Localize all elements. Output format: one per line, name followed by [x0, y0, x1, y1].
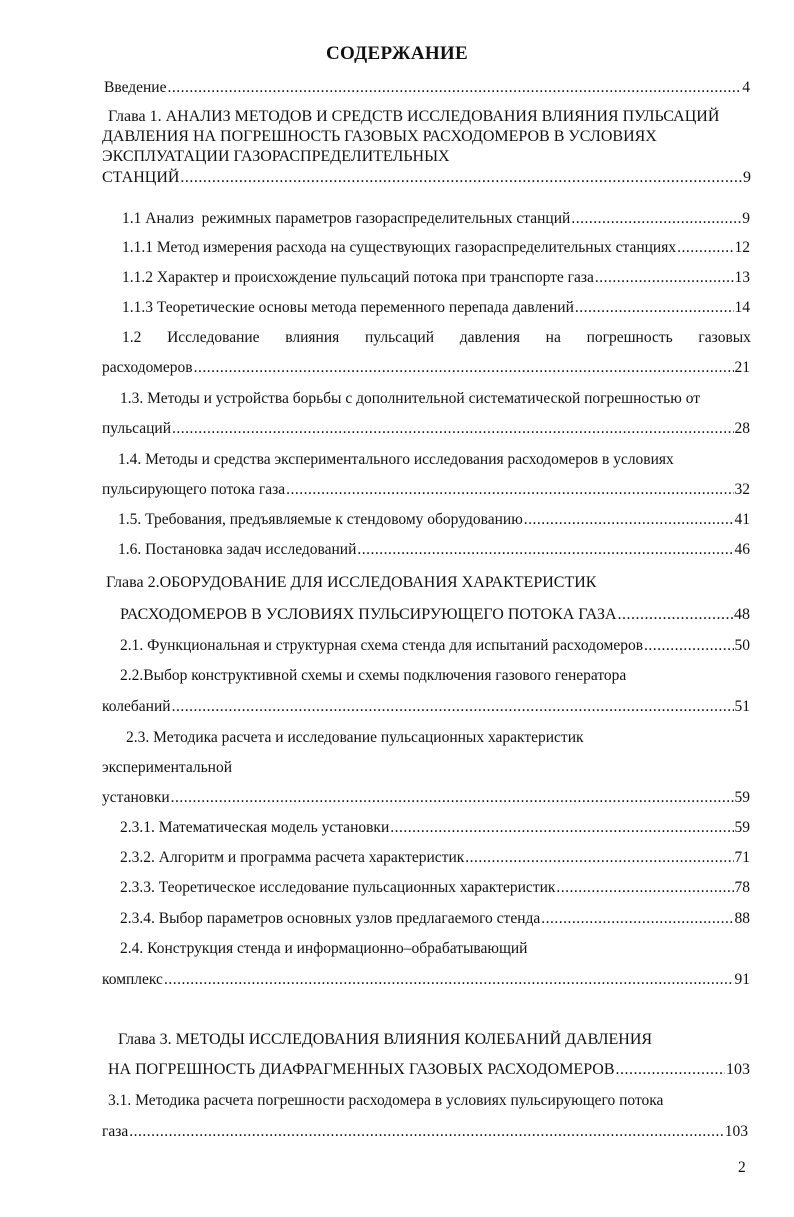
toc-entry-page: 32 [734, 481, 750, 498]
leader-dots [616, 1060, 725, 1080]
toc-entry-label: 1.1.1 Метод измерения расхода на существующих газораспределительных станциях [122, 239, 677, 256]
toc-entry-page: 46 [734, 541, 750, 558]
toc-entry-label: пульсирующего потока газа [102, 481, 286, 498]
toc-entry-2-3-line-1[interactable]: 2.3. Методика расчета и исследование пульсационных характеристик [126, 729, 584, 746]
toc-entry-1-1[interactable] [122, 209, 750, 229]
toc-entry-2-3-4[interactable] [120, 909, 750, 929]
leader-dots [171, 788, 734, 808]
toc-entry-1-4-line-2[interactable] [102, 480, 750, 500]
toc-entry-2-4-line-2[interactable] [102, 970, 750, 990]
word: Исследование [167, 329, 260, 346]
leader-dots [524, 510, 734, 530]
toc-entry-label: 2.3.4. Выбор параметров основных узлов предлагаемого стенда [120, 910, 541, 927]
toc-entry-1-6[interactable] [118, 540, 750, 560]
leader-dots [286, 480, 733, 500]
toc-entry-label: пульсаций [102, 420, 172, 437]
toc-entry-1-5[interactable] [118, 510, 750, 530]
toc-entry-label: 2.3.1. Математическая модель установки [120, 819, 390, 836]
toc-chapter-2-line-1[interactable]: Глава 2.ОБОРУДОВАНИЕ ДЛЯ ИССЛЕДОВАНИЯ ХАРАКТЕРИСТИК [106, 574, 597, 591]
toc-entry-page: 48 [734, 606, 750, 623]
toc-entry-page: 28 [734, 420, 750, 437]
toc-entry-page: 51 [734, 698, 750, 715]
toc-entry-label: 1.1.2 Характер и происхождение пульсаций потока при транспорте газа [122, 269, 594, 286]
toc-entry-label: 1.6. Постановка задач исследований [118, 541, 357, 558]
toc-entry-page: 13 [734, 269, 750, 286]
word: газовых [698, 329, 751, 346]
toc-entry-page: 103 [724, 1123, 748, 1140]
toc-entry-1-1-2[interactable] [122, 268, 750, 288]
toc-entry-page: 59 [734, 789, 750, 806]
toc-entry-3-1-line-2[interactable] [102, 1122, 748, 1142]
toc-entry-page: 71 [734, 849, 750, 866]
word: давления [459, 329, 520, 346]
toc-entry-page: 14 [734, 299, 750, 316]
toc-entry-intro[interactable] [104, 78, 750, 98]
toc-entry-2-4-line-1[interactable]: 2.4. Конструкция стенда и информационно–обрабатывающий [120, 940, 528, 957]
toc-entry-2-3-3[interactable] [120, 878, 750, 898]
leader-dots [194, 358, 734, 378]
toc-entry-page: 78 [734, 879, 750, 896]
toc-entry-2-2-line-1[interactable]: 2.2.Выбор конструктивной схемы и схемы подключения газового генератора [120, 667, 627, 684]
toc-entry-label: комплекс [102, 971, 163, 988]
leader-dots [465, 848, 733, 868]
word: влияния [285, 329, 340, 346]
toc-entry-page: 21 [734, 359, 750, 376]
toc-entry-label: 1.5. Требования, предъявляемые к стендовому оборудованию [118, 511, 523, 528]
toc-entry-page: 59 [734, 819, 750, 836]
toc-entry-page: 88 [734, 910, 750, 927]
toc-entry-label: 1.1 Анализ режимных параметров газораспределительных станций [122, 210, 571, 227]
toc-chapter-1-line-4[interactable] [102, 168, 751, 188]
toc-chapter-1-line-1[interactable]: Глава 1. АНАЛИЗ МЕТОДОВ И СРЕДСТВ ИССЛЕДОВАНИЯ ВЛИЯНИЯ ПУЛЬСАЦИЙ [108, 108, 720, 125]
leader-dots [172, 419, 733, 439]
toc-entry-label: 2.1. Функциональная и структурная схема стенда для испытаний расходомеров [120, 637, 644, 654]
toc-entry-label: СТАНЦИЙ [102, 169, 180, 186]
toc-entry-2-3-1[interactable] [120, 818, 750, 838]
toc-entry-label: 1.1.3 Теоретические основы метода переменного перепада давлений [122, 299, 574, 316]
toc-chapter-3-line-2[interactable] [108, 1060, 750, 1080]
toc-entry-page: 103 [726, 1061, 750, 1078]
toc-entry-2-3-2[interactable] [120, 848, 750, 868]
toc-entry-label: 2.3.3. Теоретическое исследование пульсационных характеристик [120, 879, 556, 896]
leader-dots [644, 636, 733, 656]
page-title: СОДЕРЖАНИЕ [326, 43, 468, 64]
word: 1.2 [122, 329, 142, 346]
toc-entry-page: 12 [734, 239, 750, 256]
leader-dots [164, 970, 734, 990]
word: пульсаций [365, 329, 435, 346]
toc-chapter-3-line-1[interactable]: Глава 3. МЕТОДЫ ИССЛЕДОВАНИЯ ВЛИЯНИЯ КОЛЕБАНИЙ ДАВЛЕНИЯ [118, 1031, 653, 1048]
toc-entry-page: 41 [734, 511, 750, 528]
toc-entry-1-2-line-1[interactable] [122, 328, 751, 348]
toc-entry-1-1-1[interactable] [122, 238, 750, 258]
leader-dots [180, 168, 742, 188]
toc-entry-page: 4 [742, 79, 750, 96]
leader-dots [575, 298, 734, 318]
word: на [545, 329, 561, 346]
toc-entry-1-3-line-1[interactable]: 1.3. Методы и устройства борьбы с дополнительной систематической погрешностью от [120, 390, 701, 407]
toc-entry-label: Введение [104, 79, 167, 96]
toc-entry-1-1-3[interactable] [122, 298, 750, 318]
toc-entry-1-4-line-1[interactable]: 1.4. Методы и средства экспериментального исследования расходомеров в условиях [118, 451, 674, 468]
leader-dots [129, 1122, 724, 1142]
leader-dots [167, 78, 741, 98]
toc-entry-label: расходомеров [102, 359, 193, 376]
toc-entry-label: газа [102, 1123, 129, 1140]
toc-entry-2-3-line-3[interactable] [102, 788, 750, 808]
word: погрешность [586, 329, 673, 346]
toc-entry-2-3-line-2[interactable]: экспериментальной [102, 759, 233, 776]
toc-entry-label: колебаний [102, 698, 171, 715]
leader-dots [357, 540, 733, 560]
toc-chapter-1-line-2[interactable]: ДАВЛЕНИЯ НА ПОГРЕШНОСТЬ ГАЗОВЫХ РАСХОДОМЕРОВ В УСЛОВИЯХ [102, 128, 657, 145]
toc-entry-page: 50 [734, 637, 750, 654]
toc-entry-page: 9 [742, 210, 750, 227]
toc-entry-3-1-line-1[interactable]: 3.1. Методика расчета погрешности расходомера в условиях пульсирующего потока [108, 1092, 664, 1109]
toc-entry-1-2-line-2[interactable] [102, 358, 750, 378]
toc-chapter-2-line-2[interactable] [120, 605, 750, 625]
leader-dots [172, 697, 734, 717]
toc-chapter-1-line-3[interactable]: ЭКСПЛУАТАЦИИ ГАЗОРАСПРЕДЕЛИТЕЛЬНЫХ [102, 148, 450, 165]
toc-entry-1-3-line-2[interactable] [102, 419, 750, 439]
leader-dots [541, 909, 733, 929]
leader-dots [571, 209, 741, 229]
toc-entry-label: НА ПОГРЕШНОСТЬ ДИАФРАГМЕННЫХ ГАЗОВЫХ РАСХОДОМЕРОВ [108, 1061, 615, 1078]
toc-entry-label: установки [102, 789, 170, 806]
leader-dots [618, 605, 733, 625]
page-number: 2 [738, 1159, 746, 1176]
toc-entry-2-1[interactable] [120, 636, 750, 656]
toc-entry-label: 2.3.2. Алгоритм и программа расчета характеристик [120, 849, 465, 866]
leader-dots [556, 878, 733, 898]
toc-entry-page: 91 [734, 971, 750, 988]
toc-entry-page: 9 [743, 169, 751, 186]
toc-entry-label: РАСХОДОМЕРОВ В УСЛОВИЯХ ПУЛЬСИРУЮЩЕГО ПОТОКА ГАЗА [120, 606, 617, 623]
leader-dots [677, 238, 733, 258]
leader-dots [390, 818, 733, 838]
leader-dots [595, 268, 734, 288]
toc-entry-2-2-line-2[interactable] [102, 697, 750, 717]
